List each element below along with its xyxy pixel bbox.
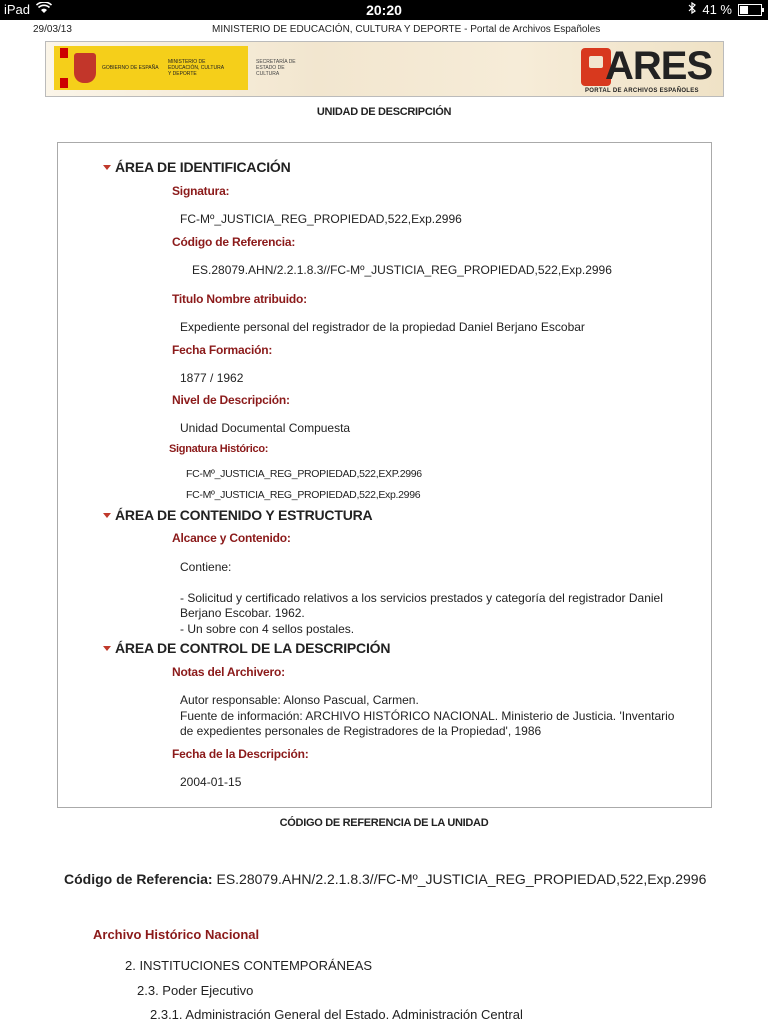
- fecha-descripcion-label: Fecha de la Descripción:: [172, 747, 309, 761]
- flag-icon: [60, 48, 68, 88]
- battery-percent: 41 %: [702, 2, 732, 17]
- portal-banner: [45, 41, 724, 97]
- ministry-text: MINISTERIO DE EDUCACIÓN, CULTURA Y DEPORTE: [168, 59, 224, 77]
- unit-title: UNIDAD DE DESCRIPCIÓN: [316, 106, 452, 118]
- identification-heading[interactable]: ÁREA DE IDENTIFICACIÓN: [103, 159, 291, 175]
- alcance-line-2: - Solicitud y certificado relativos a los servicios prestados y categoría del registrador Daniel: [180, 591, 663, 605]
- control-heading[interactable]: ÁREA DE CONTROL DE LA DESCRIPCIÓN: [103, 640, 390, 656]
- nivel-label: Nivel de Descripción:: [172, 393, 290, 407]
- reference-line: [64, 871, 706, 887]
- device-label: iPad: [4, 2, 31, 17]
- alcance-line-4: - Un sobre con 4 sellos postales.: [180, 622, 355, 636]
- reference-value: ES.28079.AHN/2.2.1.8.3//FC-Mº_JUSTICIA_REG_PROPIEDAD,522,Exp.2996: [216, 871, 707, 887]
- nivel-value: Unidad Documental Compuesta: [180, 421, 351, 435]
- hierarchy-level-2[interactable]: 2.3. Poder Ejecutivo: [137, 983, 254, 998]
- document-page: [0, 20, 768, 1024]
- codigo-value: ES.28079.AHN/2.2.1.8.3//FC-Mº_JUSTICIA_REG_PROPIEDAD,522,Exp.2996: [192, 263, 612, 277]
- reference-label: Código de Referencia:: [64, 871, 213, 887]
- pares-logo[interactable]: ARES PORTAL DE ARCHIVOS ESPAÑOLES: [581, 44, 717, 94]
- content-heading[interactable]: ÁREA DE CONTENIDO Y ESTRUCTURA: [103, 507, 372, 523]
- fecha-descripcion-value: 2004-01-15: [180, 775, 242, 789]
- fecha-formacion-label: Fecha Formación:: [172, 343, 273, 357]
- signatura-value: FC-Mº_JUSTICIA_REG_PROPIEDAD,522,Exp.2996: [180, 212, 462, 226]
- status-bar: [0, 0, 768, 20]
- codigo-label: Código de Referencia:: [172, 235, 296, 249]
- notas-line-3: de expedientes personales de Registradores de la Propiedad', 1986: [180, 724, 542, 738]
- notas-label: Notas del Archivero:: [172, 665, 285, 679]
- secretary-text: SECRETARÍA DE ESTADO DE CULTURA: [256, 59, 296, 77]
- pares-subtitle: PORTAL DE ARCHIVOS ESPAÑOLES: [585, 88, 699, 94]
- government-logo: [54, 46, 306, 90]
- notas-line-2: Fuente de información: ARCHIVO HISTÓRICO NACIONAL. Ministerio de Justicia. 'Inventario: [180, 709, 675, 723]
- gov-text: GOBIERNO DE ESPAÑA: [102, 65, 159, 71]
- titulo-label: Titulo Nombre atribuido:: [172, 292, 307, 306]
- notas-line-1: Autor responsable: Alonso Pascual, Carmen.: [180, 693, 419, 707]
- hierarchy-level-3[interactable]: 2.3.1. Administración General del Estado. Administración Central: [150, 1007, 523, 1022]
- historico-label: Signatura Histórico:: [169, 443, 269, 455]
- alcance-line-1: Contiene:: [180, 560, 232, 574]
- alcance-label: Alcance y Contenido:: [172, 531, 291, 545]
- titulo-value: Expediente personal del registrador de la propiedad Daniel Berjano Escobar: [180, 320, 585, 334]
- archive-link[interactable]: Archivo Histórico Nacional: [93, 927, 260, 942]
- signatura-label: Signatura:: [172, 184, 230, 198]
- bluetooth-icon: [688, 2, 696, 17]
- alcance-line-3: Berjano Escobar. 1962.: [180, 606, 305, 620]
- print-title: MINISTERIO DE EDUCACIÓN, CULTURA Y DEPORTE - Portal de Archivos Españoles: [212, 24, 601, 35]
- collapse-triangle-icon[interactable]: [103, 165, 111, 170]
- historico-value-1: FC-Mº_JUSTICIA_REG_PROPIEDAD,522,EXP.2996: [186, 468, 422, 480]
- collapse-triangle-icon[interactable]: [103, 646, 111, 651]
- battery-icon: [738, 4, 762, 16]
- hierarchy-level-1[interactable]: 2. INSTITUCIONES CONTEMPORÁNEAS: [125, 958, 373, 973]
- clock: 20:20: [366, 2, 402, 18]
- print-date: 29/03/13: [33, 24, 72, 35]
- collapse-triangle-icon[interactable]: [103, 513, 111, 518]
- fecha-formacion-value: 1877 / 1962: [180, 371, 244, 385]
- reference-section-title: CÓDIGO DE REFERENCIA DE LA UNIDAD: [279, 817, 489, 829]
- crest-icon: [74, 53, 96, 83]
- historico-value-2: FC-Mº_JUSTICIA_REG_PROPIEDAD,522,Exp.2996: [186, 489, 421, 501]
